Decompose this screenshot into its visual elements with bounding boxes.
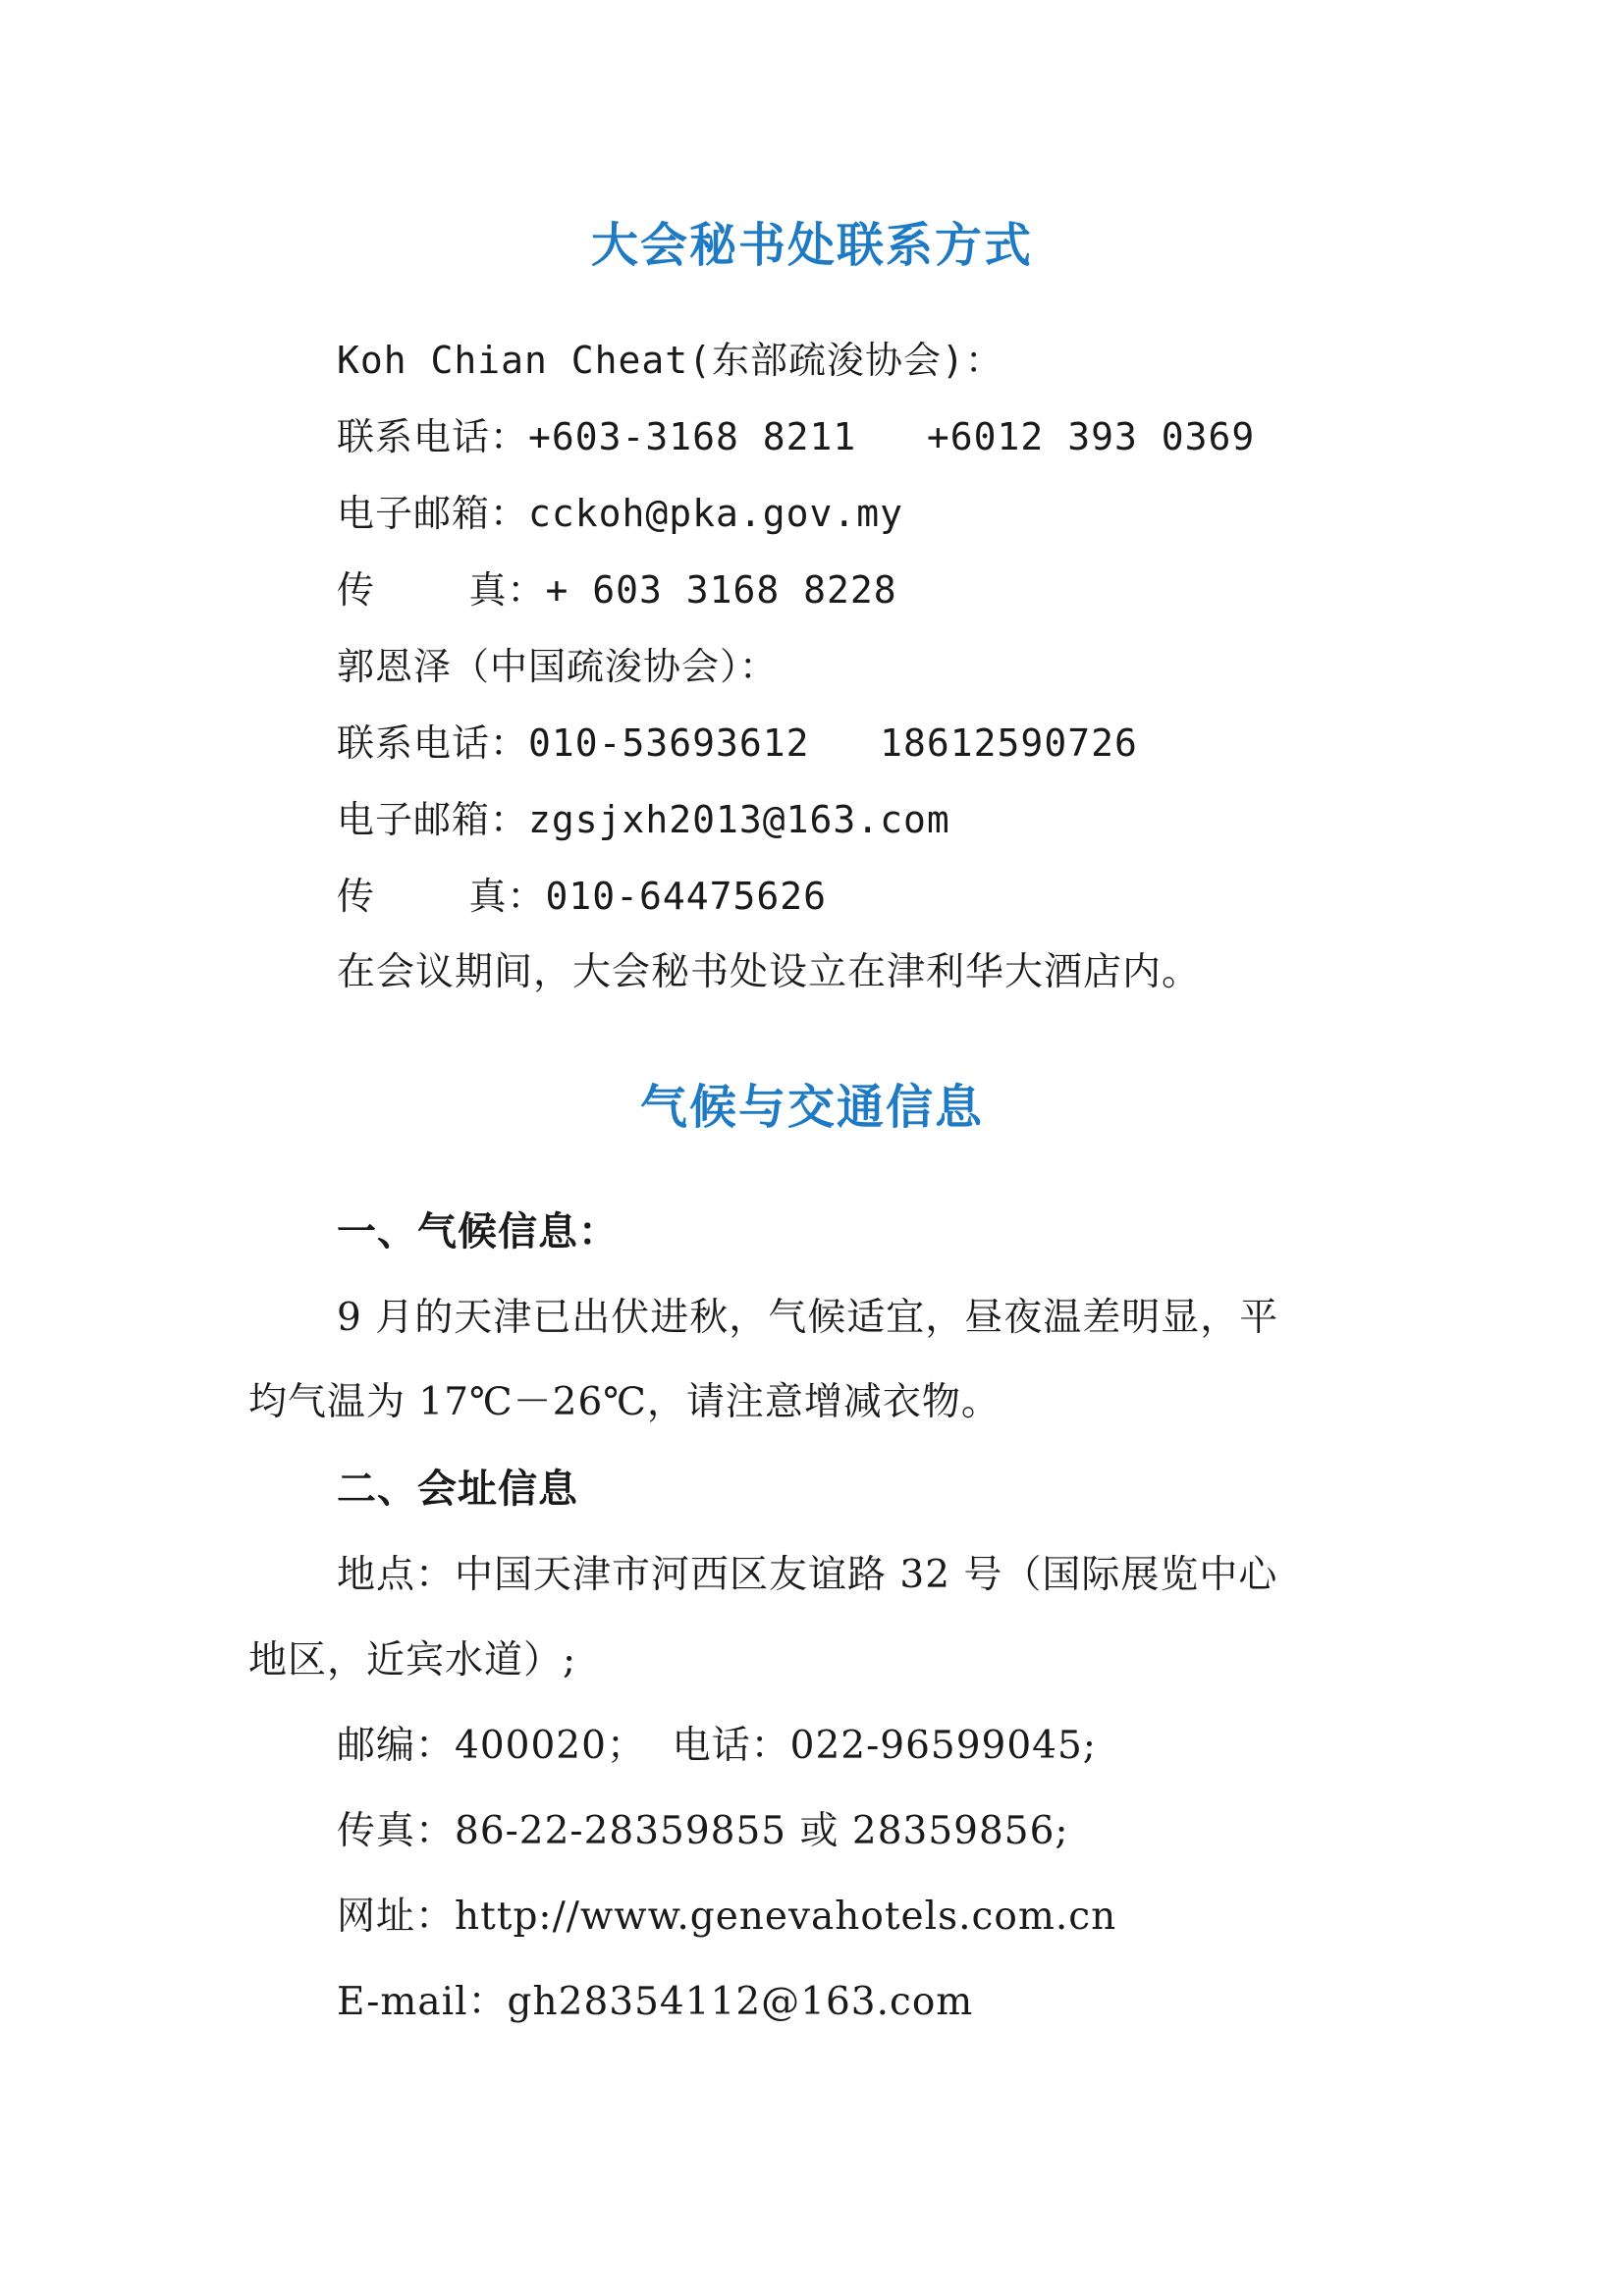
venue-website: 网址：http://www.genevahotels.com.cn bbox=[337, 1895, 1117, 1939]
contact-email-koh: 电子邮箱：cckoh@pka.gov.my bbox=[337, 492, 904, 535]
climate-heading: 一、气候信息： bbox=[337, 1209, 619, 1255]
contact-fax-koh: 传 真：+ 603 3168 8228 bbox=[337, 568, 897, 612]
secretariat-title: 大会秘书处联系方式 bbox=[590, 218, 1033, 273]
venue-postcode-phone: 邮编：400020； 电话：022-96599045; bbox=[337, 1724, 1097, 1768]
secretariat-location-note: 在会议期间，大会秘书处设立在津利华大酒店内。 bbox=[337, 950, 1202, 994]
climate-paragraph-line2: 均气温为 17℃－26℃，请注意增减衣物。 bbox=[248, 1380, 1001, 1424]
contact-name-guo: 郭恩泽（中国疏浚协会）： bbox=[337, 645, 779, 688]
climate-transport-title: 气候与交通信息 bbox=[639, 1080, 984, 1135]
venue-fax: 传真：86-22-28359855 或 28359856; bbox=[337, 1809, 1069, 1853]
venue-heading: 二、会址信息 bbox=[337, 1467, 578, 1512]
venue-address-line1: 地点：中国天津市河西区友谊路 32 号（国际展览中心 bbox=[337, 1553, 1278, 1597]
contact-email-guo: 电子邮箱：zgsjxh2013@163.com bbox=[337, 798, 950, 841]
venue-address-line2: 地区，近宾水道）; bbox=[248, 1638, 577, 1682]
contact-fax-guo: 传 真：010-64475626 bbox=[337, 875, 828, 918]
contact-name-koh: Koh Chian Cheat(东部疏浚协会)： bbox=[337, 339, 1003, 382]
climate-paragraph-line1: 9 月的天津已出伏进秋，气候适宜，昼夜温差明显，平 bbox=[337, 1296, 1279, 1340]
contact-phone-koh: 联系电话：+603-3168 8211 +6012 393 0369 bbox=[337, 415, 1256, 458]
contact-phone-guo: 联系电话：010-53693612 18612590726 bbox=[337, 721, 1138, 765]
venue-email: E-mail：gh28354112@163.com bbox=[337, 1980, 974, 2024]
